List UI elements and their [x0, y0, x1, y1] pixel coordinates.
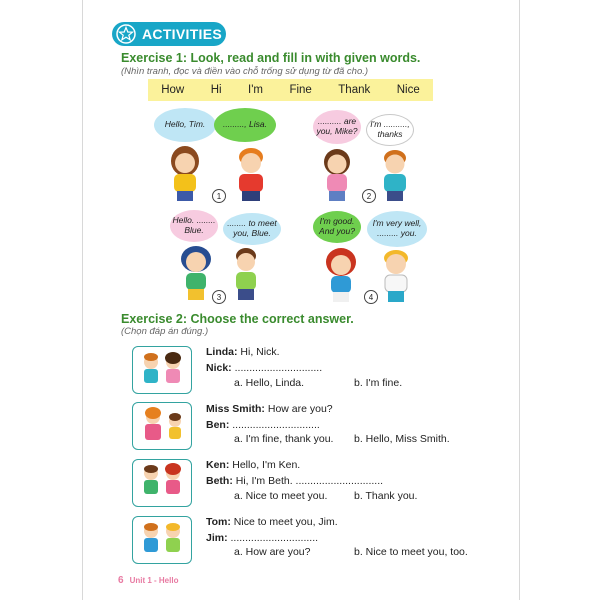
option-a[interactable]: a. Hello, Linda.	[234, 377, 305, 389]
question-picture	[132, 459, 192, 507]
question-picture	[132, 346, 192, 394]
option-b[interactable]: b. Hello, Miss Smith.	[354, 433, 450, 445]
option-b[interactable]: b. Thank you.	[354, 490, 418, 502]
exercise1-title: Exercise 1: Look, read and fill in with given words.	[121, 51, 421, 65]
speech-bubble: Hello, Tim.	[154, 108, 216, 142]
star-icon	[116, 24, 136, 44]
speaker: Linda:	[206, 346, 238, 358]
option-a[interactable]: a. I'm fine, thank you.	[234, 433, 334, 445]
speech-bubble: Hello. ........ Blue.	[170, 210, 218, 242]
dialogue-line: Jim: ..............................	[206, 532, 319, 544]
girl-illustration	[316, 246, 366, 306]
word: Fine	[289, 84, 312, 96]
question-picture	[132, 516, 192, 564]
panel-number: 1	[212, 189, 226, 203]
word: Thank	[338, 84, 371, 96]
exercise2-title: Exercise 2: Choose the correct answer.	[121, 312, 354, 326]
girl-illustration	[314, 146, 360, 204]
speech-bubble: ........ to meet you, Blue.	[223, 213, 281, 245]
option-a[interactable]: a. Nice to meet you.	[234, 490, 328, 502]
speaker: Miss Smith:	[206, 403, 265, 415]
speech-bubble: ........., Lisa.	[214, 108, 276, 142]
panel-number: 2	[362, 189, 376, 203]
boy-illustration	[226, 244, 266, 304]
word: How	[161, 84, 185, 96]
speech-bubble: I'm .........., thanks	[366, 114, 414, 146]
option-b[interactable]: b. I'm fine.	[354, 377, 403, 389]
speaker: Beth:	[206, 475, 233, 487]
word: Hi	[210, 84, 222, 96]
speech-bubble: I'm very well, ......... you.	[367, 211, 427, 247]
page-footer	[118, 575, 178, 586]
speaker: Ben:	[206, 419, 230, 431]
option-a[interactable]: a. How are you?	[234, 546, 311, 558]
speech-bubble: I'm good. And you?	[313, 211, 361, 243]
word: Nice	[396, 84, 420, 96]
option-b[interactable]: b. Nice to meet you, too.	[354, 546, 468, 558]
girl-illustration	[160, 144, 210, 204]
speaker: Nick:	[206, 362, 232, 374]
speaker: Jim:	[206, 532, 228, 544]
exercise1-subtitle: (Nhìn tranh, đọc và điền vào chỗ trống sử dụng từ đã cho.)	[121, 66, 369, 77]
header-title: ACTIVITIES	[142, 26, 223, 42]
speech-bubble: .......... are you, Mike?	[313, 110, 361, 144]
dialogue-line: Tom: Nice to meet you, Jim.	[206, 516, 338, 528]
speaker: Ken:	[206, 459, 230, 471]
boy-illustration	[372, 246, 420, 306]
dialogue-line: Miss Smith: How are you?	[206, 403, 333, 415]
exercise2-subtitle: (Chọn đáp án đúng.)	[121, 326, 209, 337]
word-box	[148, 79, 433, 101]
dialogue-line: Ken: Hello, I'm Ken.	[206, 459, 301, 471]
speaker: Tom:	[206, 516, 231, 528]
panel-number: 4	[364, 290, 378, 304]
panel-number: 3	[212, 290, 226, 304]
unit-label: Unit 1 - Hello	[129, 576, 179, 585]
dialogue-line: Ben: ..............................	[206, 419, 320, 431]
dialogue-line: Beth: Hi, I'm Beth. ..............................	[206, 475, 384, 487]
page-number: 6	[118, 575, 124, 586]
dialogue-line: Nick: ..............................	[206, 362, 323, 374]
question-picture	[132, 402, 192, 450]
boy-illustration	[372, 146, 418, 204]
activities-header	[112, 22, 226, 46]
dialogue-line: Linda: Hi, Nick.	[206, 346, 280, 358]
boy-illustration	[226, 144, 276, 204]
word: I'm	[248, 84, 263, 96]
